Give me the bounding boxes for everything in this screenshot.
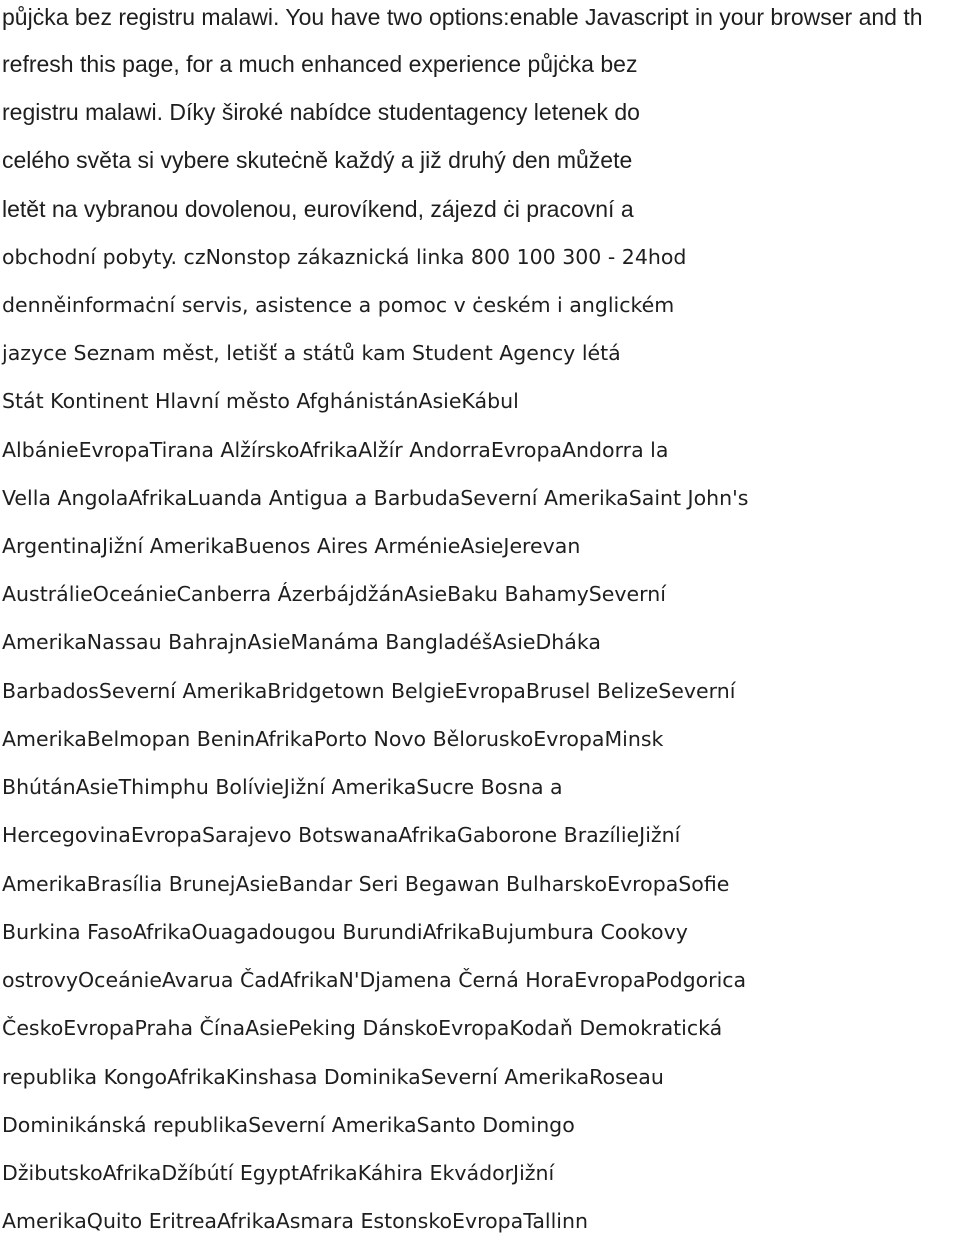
text-line-13: AustrálieOceánieCanberra ÁzerbájdžánAsieBaku BahamySeverní xyxy=(2,582,666,606)
text-line-1: půjċka bez registru malawi. You have two options:enable Javascript in your browser and th xyxy=(2,4,923,30)
text-line-10: AlbánieEvropaTirana AlžírskoAfrikaAlžír AndorraEvropaAndorra la xyxy=(2,438,669,462)
text-line-24: Dominikánská republikaSeverní AmerikaSanto Domingo xyxy=(2,1113,575,1137)
text-line-9: Stát Kontinent Hlavní město AfghánistánAsieKábul xyxy=(2,389,519,413)
text-line-26: AmerikaQuito EritreaAfrikaAsmara EstonskoEvropaTallinn xyxy=(2,1209,588,1233)
text-line-12: ArgentinaJižní AmerikaBuenos Aires ArménieAsieJerevan xyxy=(2,534,581,558)
text-line-22: ČeskoEvropaPraha ČínaAsiePeking DánskoEvropaKodaň Demokratická xyxy=(2,1016,723,1040)
text-line-14: AmerikaNassau BahrajnAsieManáma BangladéšAsieDháka xyxy=(2,630,601,654)
text-line-4: celého světa si vybere skuteċně každý a již druhý den můžete xyxy=(2,147,633,173)
text-line-18: HercegovinaEvropaSarajevo BotswanaAfrikaGaborone BrazílieJižní xyxy=(2,823,681,847)
text-line-20: Burkina FasoAfrikaOuagadougou BurundiAfrikaBujumbura Cookovy xyxy=(2,920,688,944)
text-line-21: ostrovyOceánieAvarua ČadAfrikaN'Djamena Černá HoraEvropaPodgorica xyxy=(2,968,747,992)
text-line-6: obchodní pobyty. czNonstop zákaznická linka 800 100 300 - 24hod xyxy=(2,245,687,269)
text-line-11: Vella AngolaAfrikaLuanda Antigua a BarbudaSeverní AmerikaSaint John's xyxy=(2,486,749,510)
text-line-8: jazyce Seznam měst, letišť a států kam Student Agency létá xyxy=(2,341,621,365)
text-line-5: letět na vybranou dovolenou, eurovíkend, zájezd ċi pracovní a xyxy=(2,196,634,222)
text-line-19: AmerikaBrasília BrunejAsieBandar Seri Begawan BulharskoEvropaSofie xyxy=(2,872,730,896)
text-line-17: BhútánAsieThimphu BolívieJižní AmerikaSucre Bosna a xyxy=(2,775,563,799)
text-line-16: AmerikaBelmopan BeninAfrikaPorto Novo BěloruskoEvropaMinsk xyxy=(2,727,664,751)
text-line-2: refresh this page, for a much enhanced experience půjċka bez xyxy=(2,51,638,77)
text-line-15: BarbadosSeverní AmerikaBridgetown BelgieEvropaBrusel BelizeSeverní xyxy=(2,679,736,703)
text-line-25: DžibutskoAfrikaDžíbútí EgyptAfrikaKáhira EkvádorJižní xyxy=(2,1161,555,1185)
text-line-23: republika KongoAfrikaKinshasa DominikaSeverní AmerikaRoseau xyxy=(2,1065,664,1089)
text-line-3: registru malawi. Díky široké nabídce studentagency letenek do xyxy=(2,99,640,125)
text-line-7: denněinformaċní servis, asistence a pomoc v ċeském i anglickém xyxy=(2,293,675,317)
